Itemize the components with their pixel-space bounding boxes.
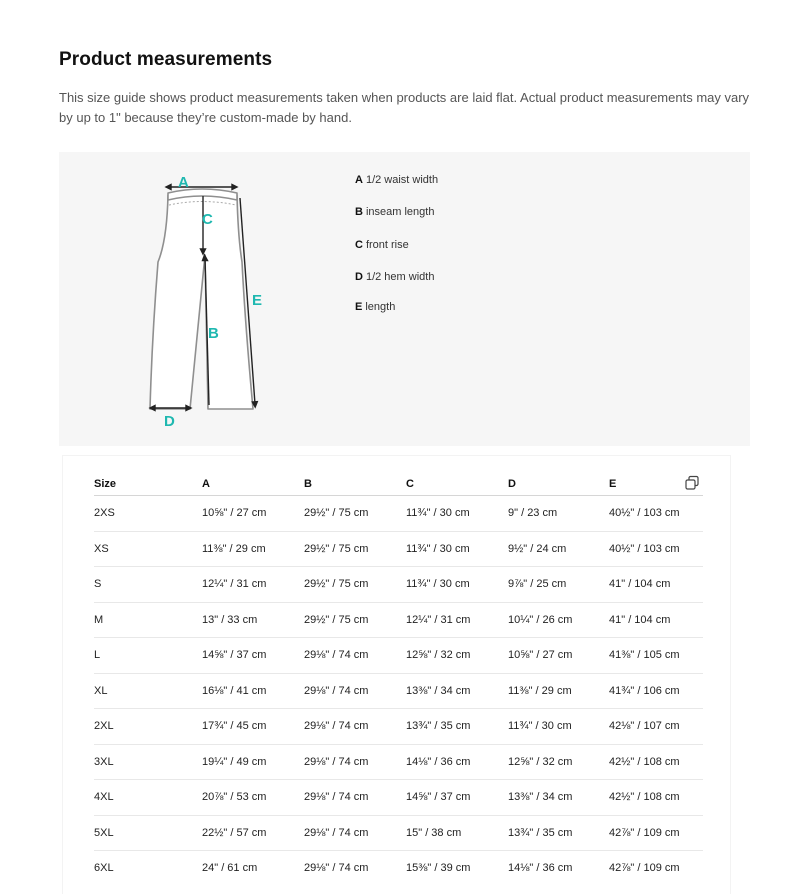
measurement-cell: 11⅜" / 29 cm <box>508 673 609 709</box>
size-cell: 6XL <box>94 862 114 875</box>
measurement-cell: 14⅝" / 37 cm <box>202 638 304 674</box>
legend-text: length <box>365 301 396 313</box>
measurement-cell: 12⅝" / 32 cm <box>508 744 609 780</box>
measurement-cell: 29⅛" / 74 cm <box>304 709 406 745</box>
legend-letter: E <box>355 301 363 313</box>
table-row <box>94 709 703 745</box>
column-header-d: D <box>508 472 609 496</box>
table-row <box>94 496 703 532</box>
measurement-cell: 9" / 23 cm <box>508 496 609 532</box>
measurement-cell: 19¼" / 49 cm <box>202 744 304 780</box>
size-table <box>94 472 703 886</box>
legend-letter: D <box>355 271 363 283</box>
measurement-cell: 29⅛" / 74 cm <box>304 673 406 709</box>
measurement-cell: 41¾" / 106 cm <box>609 673 703 709</box>
size-cell: 5XL <box>94 815 202 851</box>
legend-item-b <box>355 206 434 218</box>
measurement-cell: 11¾" / 30 cm <box>406 567 508 603</box>
measurement-cell: 29½" / 75 cm <box>304 567 406 603</box>
measurement-cell: 42⅛" / 107 cm <box>609 709 703 745</box>
table-row <box>94 638 703 674</box>
measurement-cell: 13⅜" / 34 cm <box>406 673 508 709</box>
measurement-cell: 10⅝" / 27 cm <box>508 638 609 674</box>
size-cell: M <box>94 602 202 638</box>
column-header-size: Size <box>94 472 202 496</box>
measurement-cell: 12⅝" / 32 cm <box>406 638 508 674</box>
legend-item-d <box>355 271 434 283</box>
measurement-cell: 29½" / 75 cm <box>304 531 406 567</box>
legend-letter: B <box>355 206 363 218</box>
table-row <box>94 744 703 780</box>
measurement-cell: 11⅜" / 29 cm <box>202 531 304 567</box>
measurement-cell: 42⅞" / 109 cm <box>609 862 680 875</box>
table-row <box>94 780 703 816</box>
measurement-cell: 13" / 33 cm <box>202 602 304 638</box>
measurement-cell: 14⅝" / 37 cm <box>406 780 508 816</box>
diagram-letter-b: B <box>208 325 219 342</box>
legend-item-a <box>355 174 438 186</box>
pants-diagram <box>59 152 750 446</box>
measurement-cell: 40½" / 103 cm <box>609 496 703 532</box>
size-cell: 4XL <box>94 780 202 816</box>
diagram-letter-c: C <box>202 211 213 228</box>
copy-icon[interactable] <box>684 475 700 491</box>
measurement-cell: 12¼" / 31 cm <box>202 567 304 603</box>
measurement-cell: 11¾" / 30 cm <box>406 531 508 567</box>
measurement-cell: 29⅛" / 74 cm <box>304 815 406 851</box>
table-row <box>94 602 703 638</box>
measurement-diagram-panel <box>59 152 750 446</box>
column-header-a: A <box>202 472 304 496</box>
diagram-letter-e: E <box>252 292 263 309</box>
measurement-cell: 10⅝" / 27 cm <box>202 496 304 532</box>
legend-text: inseam length <box>365 206 435 218</box>
diagram-letter-a: A <box>178 174 189 191</box>
measurement-cell: 29⅛" / 74 cm <box>304 780 406 816</box>
column-header-b: B <box>304 472 406 496</box>
measurement-cell: 11¾" / 30 cm <box>406 496 508 532</box>
size-cell: 3XL <box>94 744 202 780</box>
table-row <box>94 851 703 886</box>
measurement-cell: 29½" / 75 cm <box>304 496 406 532</box>
measurement-cell: 40½" / 103 cm <box>609 531 703 567</box>
measurement-cell: 11¾" / 30 cm <box>508 709 609 745</box>
diagram-letter-d: D <box>164 413 175 430</box>
measurement-cell: 15" / 38 cm <box>406 815 508 851</box>
measurement-cell: 29⅛" / 74 cm <box>304 862 369 875</box>
legend-letter: A <box>355 174 363 186</box>
measurement-cell: 41" / 104 cm <box>609 602 703 638</box>
size-cell: S <box>94 567 202 603</box>
measurement-cell: 29⅛" / 74 cm <box>304 638 406 674</box>
measurement-cell: 13¾" / 35 cm <box>508 815 609 851</box>
measurement-cell: 24" / 61 cm <box>202 862 258 875</box>
table-row <box>94 673 703 709</box>
legend-text: 1/2 waist width <box>365 174 439 186</box>
column-header-e: E <box>609 472 703 496</box>
measurement-cell: 13⅜" / 34 cm <box>508 780 609 816</box>
measurement-cell: 20⅞" / 53 cm <box>202 780 304 816</box>
measurement-cell: 9½" / 24 cm <box>508 531 609 567</box>
intro-text: This size guide shows product measurements taken when products are laid flat. Actual product measurements may vary by up to 1" because they’re custom-made by hand. <box>59 90 750 125</box>
column-header-c: C <box>406 472 508 496</box>
size-cell: 2XL <box>94 709 202 745</box>
legend-text: front rise <box>365 239 409 251</box>
size-table-card <box>63 456 730 894</box>
size-cell: 2XS <box>94 496 202 532</box>
table-header-row <box>94 472 703 496</box>
measurement-cell: 14⅛" / 36 cm <box>406 744 508 780</box>
measurement-cell: 22½" / 57 cm <box>202 815 304 851</box>
size-cell: XS <box>94 531 202 567</box>
measurement-cell: 14⅛" / 36 cm <box>508 862 573 875</box>
size-cell: L <box>94 638 202 674</box>
measurement-cell: 9⅞" / 25 cm <box>508 567 609 603</box>
measurement-cell: 41⅜" / 105 cm <box>609 638 703 674</box>
legend-letter: C <box>355 239 363 251</box>
measurement-cell: 29⅛" / 74 cm <box>304 744 406 780</box>
size-cell: XL <box>94 673 202 709</box>
table-row <box>94 531 703 567</box>
table-row <box>94 567 703 603</box>
table-body <box>94 496 703 886</box>
measurement-cell: 42⅞" / 109 cm <box>609 815 703 851</box>
measurement-cell: 17¾" / 45 cm <box>202 709 304 745</box>
measurement-cell: 29½" / 75 cm <box>304 602 406 638</box>
page-title: Product measurements <box>59 49 273 70</box>
legend-item-e <box>355 301 395 313</box>
legend-item-c <box>355 239 409 251</box>
legend-text: 1/2 hem width <box>365 271 435 283</box>
table-row <box>94 815 703 851</box>
measurement-cell: 13¾" / 35 cm <box>406 709 508 745</box>
measurement-cell: 41" / 104 cm <box>609 567 703 603</box>
measurement-cell: 42½" / 108 cm <box>609 744 703 780</box>
measurement-cell: 16⅛" / 41 cm <box>202 673 304 709</box>
measurement-cell: 42½" / 108 cm <box>609 780 703 816</box>
measurement-cell: 15⅜" / 39 cm <box>406 862 471 875</box>
measurement-cell: 12¼" / 31 cm <box>406 602 508 638</box>
measurement-cell: 10¼" / 26 cm <box>508 602 609 638</box>
